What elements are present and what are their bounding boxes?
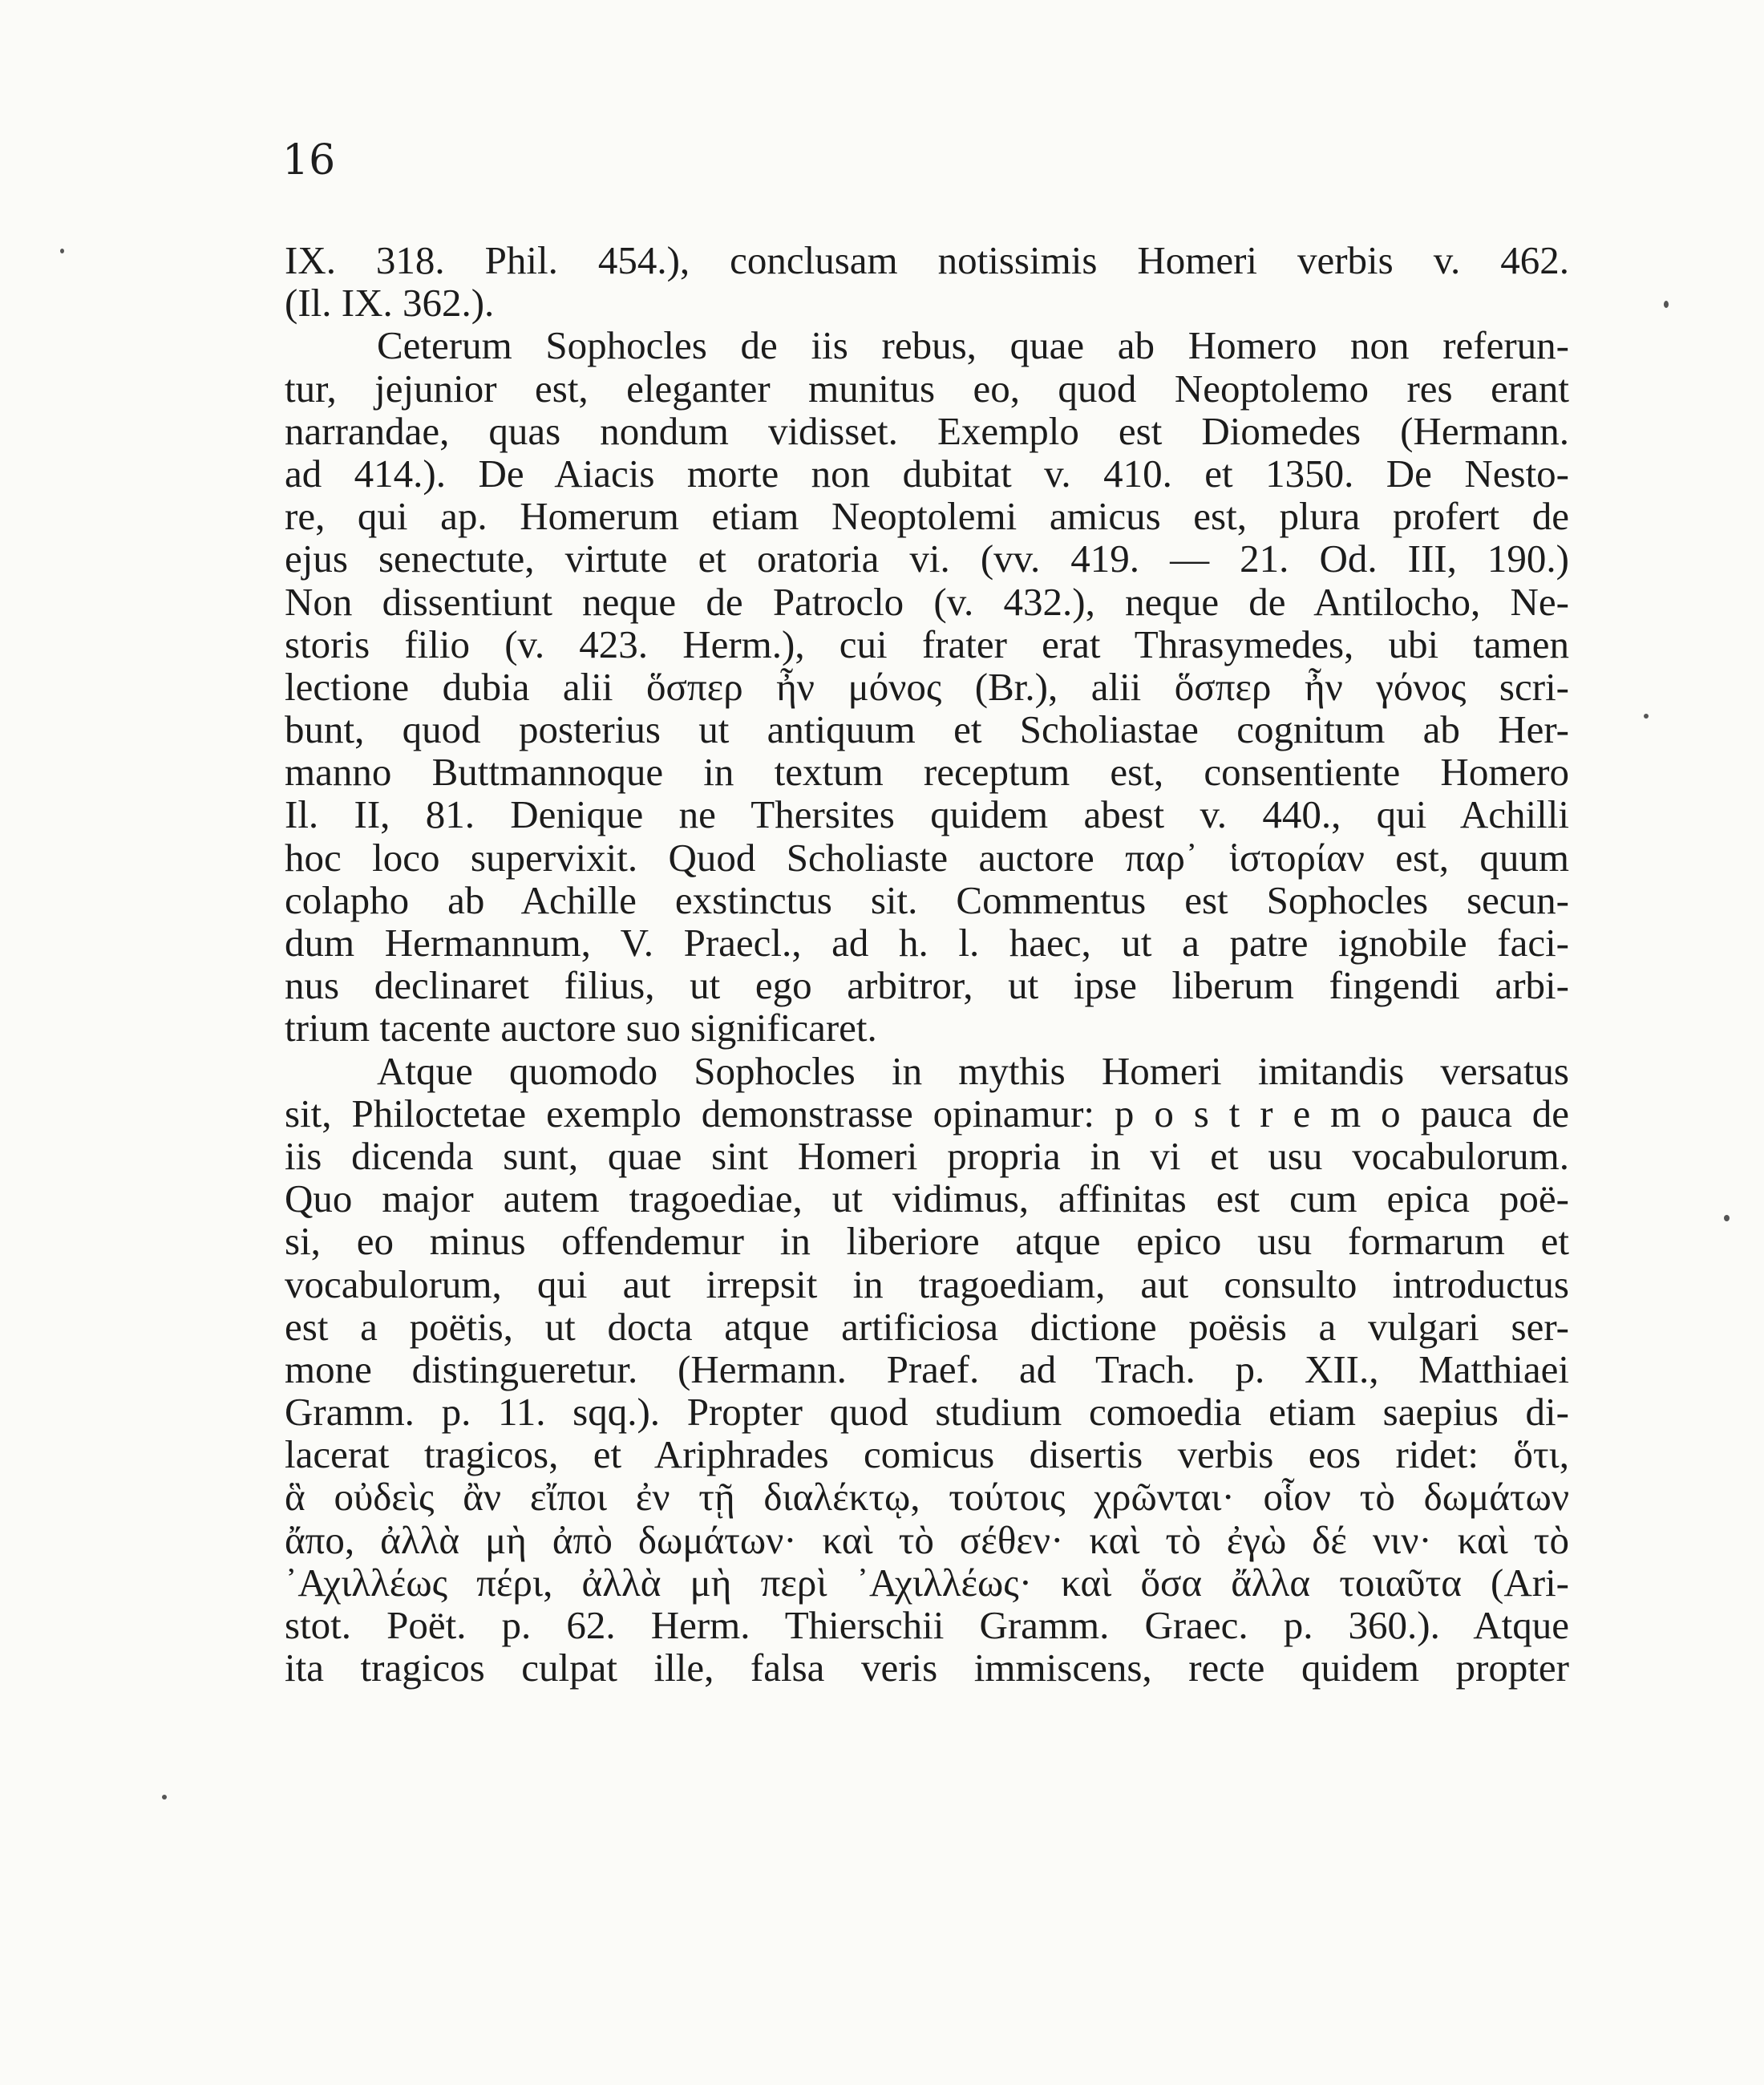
text-line: est a poëtis, ut docta atque artificiosa dictione poësis a vulgari ser- [285,1304,1569,1349]
text-line: re, qui ap. Homerum etiam Neoptolemi amicus est, plura profert de [285,494,1569,539]
text-line: narrandae, quas nondum vidisset. Exemplo est Diomedes (Hermann. [285,408,1569,453]
text-line: lectione dubia alii ὅσπερ ἦν μόνος (Br.), alii ὅσπερ ἦν γόνος scri- [285,664,1569,709]
text-line: (Il. IX. 362.). [285,281,495,326]
text-line: iis dicenda sunt, quae sint Homeri propria in vi et usu vocabulorum. [285,1133,1569,1178]
text-line: Il. II, 81. Denique ne Thersites quidem abest v. 440., qui Achilli [285,792,1569,837]
text-line: ejus senectute, virtute et oratoria vi. (vv. 419. — 21. Od. III, 190.) [285,536,1569,581]
text-line: bunt, quod posterius ut antiquum et Scholiastae cognitum ab Her- [285,707,1569,752]
text-line: Ceterum Sophocles de iis rebus, quae ab Homero non referun- [377,323,1569,368]
text-line: Gramm. p. 11. sqq.). Propter quod studium comoedia etiam saepius di- [285,1390,1569,1435]
scan-speck [1724,1215,1730,1221]
text-line: ἃ οὐδεὶς ἂν εἴποι ἐν τῇ διαλέκτῳ, τούτοις χρῶνται· οἷον τὸ δωμάτων [285,1475,1569,1520]
text-line: hoc loco supervixit. Quod Scholiaste auctore παρ᾽ ἱστορίαν est, quum [285,835,1569,880]
scan-speck [1664,301,1669,308]
text-line: lacerat tragicos, et Ariphrades comicus disertis verbis eos ridet: ὅτι, [285,1432,1569,1477]
scan-speck [162,1795,167,1800]
text-line: trium tacente auctore suo significaret. [285,1006,877,1051]
text-line: mone distingueretur. (Hermann. Praef. ad Trach. p. XII., Matthiaei [285,1346,1569,1391]
page-number: 16 [282,136,336,184]
text-line: tur, jejunior est, eleganter munitus eo, quod Neoptolemo res erant [285,366,1569,411]
text-line: Quo major autem tragoediae, ut vidimus, affinitas est cum epica poë- [285,1176,1569,1221]
text-line: nus declinaret filius, ut ego arbitror, ut ipse liberum fingendi arbi- [285,963,1569,1008]
text-line: ita tragicos culpat ille, falsa veris immiscens, recte quidem propter [285,1646,1569,1690]
text-line: sit, Philoctetae exemplo demonstrasse opinamur: p o s t r e m o pauca de [285,1091,1569,1136]
text-line: ἄπο, ἀλλὰ μὴ ἀπὸ δωμάτων· καὶ τὸ σέθεν· καὶ τὸ ἐγὼ δέ νιν· καὶ τὸ [285,1517,1569,1562]
text-line: ᾽Αχιλλέως πέρι, ἀλλὰ μὴ περὶ ᾽Αχιλλέως· καὶ ὅσα ἄλλα τοιαῦτα (Ari- [285,1560,1569,1605]
text-line: stot. Poët. p. 62. Herm. Thierschii Gramm. Graec. p. 360.). Atque [285,1603,1569,1647]
scan-speck [60,249,64,253]
text-line: ad 414.). De Aiacis morte non dubitat v. 410. et 1350. De Nesto- [285,451,1569,496]
body-text [285,239,1569,1689]
text-line: IX. 318. Phil. 454.), conclusam notissimis Homeri verbis v. 462. [285,238,1569,282]
text-line: Atque quomodo Sophocles in mythis Homeri imitandis versatus [377,1048,1569,1093]
scan-speck [1644,714,1649,719]
text-line: dum Hermannum, V. Praecl., ad h. l. haec, ut a patre ignobile faci- [285,921,1569,965]
text-line: vocabulorum, qui aut irrepsit in tragoediam, aut consulto introductus [285,1261,1569,1306]
text-line: storis filio (v. 423. Herm.), cui frater erat Thrasymedes, ubi tamen [285,621,1569,666]
text-line: Non dissentiunt neque de Patroclo (v. 432.), neque de Antilocho, Ne- [285,579,1569,624]
text-line: colapho ab Achille exstinctus sit. Commentus est Sophocles secun- [285,877,1569,922]
text-line: manno Buttmannoque in textum receptum est, consentiente Homero [285,750,1569,795]
text-line: si, eo minus offendemur in liberiore atque epico usu formarum et [285,1219,1569,1264]
